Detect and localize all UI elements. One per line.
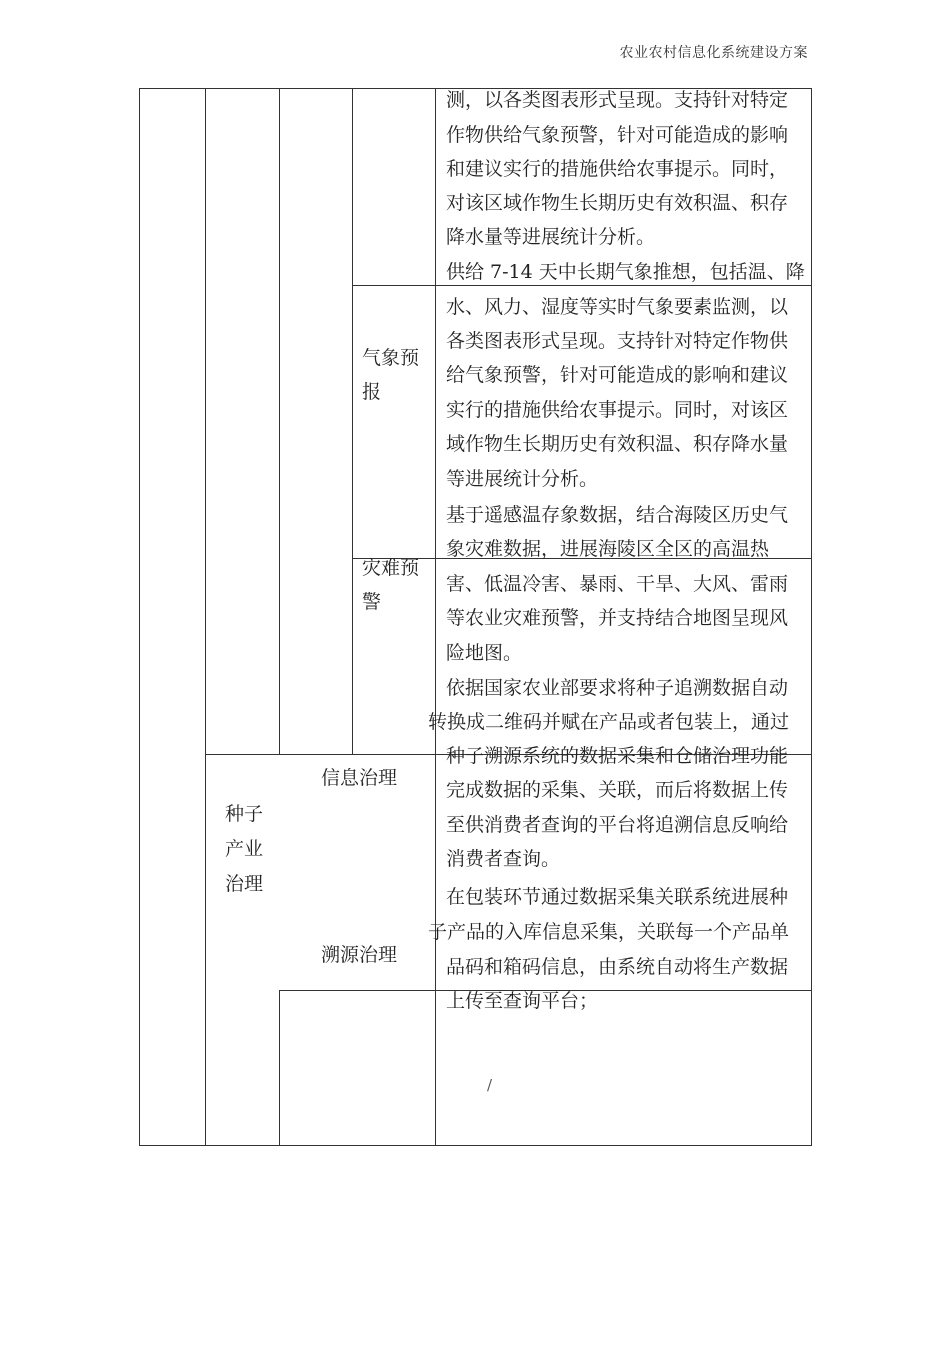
text-block4-line6: 消费者查询。 xyxy=(446,848,561,870)
page-header-title: 农业农村信息化系统建设方案 xyxy=(619,45,808,61)
table-col-divider-2 xyxy=(279,88,280,754)
text-block4-line4: 完成数据的采集、关联，而后将数据上传 xyxy=(446,779,789,801)
label-weather-forecast-2: 报 xyxy=(362,381,382,403)
label-disaster-warning-1: 灾难预 xyxy=(362,557,420,579)
text-block2-line2: 水、风力、湿度等实时气象要素监测，以 xyxy=(446,296,789,318)
text-block5-line2: 子产品的入库信息采集，关联每一个产品单 xyxy=(428,921,790,943)
label-trace-mgmt: 溯源治理 xyxy=(321,944,398,966)
table-col-divider-2b xyxy=(279,990,280,1146)
text-block3-line1: 基于遥感温存象数据，结合海陵区历史气 xyxy=(446,504,789,526)
text-block5-line4: 上传至查询平台； xyxy=(446,990,599,1012)
text-block1-line2: 作物供给气象预警，针对可能造成的影响 xyxy=(446,124,789,146)
label-seed-industry-2: 产业 xyxy=(225,838,264,860)
label-info-mgmt: 信息治理 xyxy=(321,767,398,789)
stray-slash-mark: / xyxy=(487,1076,493,1094)
text-block4-line1: 依据国家农业部要求将种子追溯数据自动 xyxy=(446,677,789,699)
text-block4-line2: 转换成二维码并赋在产品或者包装上，通过 xyxy=(428,711,790,733)
text-block2-line6: 域作物生长期历史有效积温、积存降水量 xyxy=(446,433,789,455)
text-block2-line7: 等进展统计分析。 xyxy=(446,468,599,490)
label-disaster-warning-2: 警 xyxy=(362,591,382,613)
text-block3-line5: 险地图。 xyxy=(446,642,523,664)
text-block4-line5: 至供消费者查询的平台将追溯信息反响给 xyxy=(446,814,789,836)
table-border-bottom xyxy=(139,1145,812,1146)
table-col-divider-3 xyxy=(352,88,353,754)
text-block3-line4: 等农业灾难预警，并支持结合地图呈现风 xyxy=(446,607,789,629)
text-block5-line1: 在包装环节通过数据采集关联系统进展种 xyxy=(446,886,789,908)
label-weather-forecast-1: 气象预 xyxy=(362,347,420,369)
text-block4-line3: 种子溯源系统的数据采集和仓储治理功能 xyxy=(446,745,789,767)
table-col-divider-1 xyxy=(205,88,206,1146)
text-block2-line5: 实行的措施供给农事提示。同时，对该区 xyxy=(446,399,789,421)
text-block5-line3: 品码和箱码信息，由系统自动将生产数据 xyxy=(446,956,789,978)
text-block1-line5: 降水量等进展统计分析。 xyxy=(446,226,656,248)
table-border-left xyxy=(139,88,140,1146)
text-block1-line4: 对该区域作物生长期历史有效积温、积存 xyxy=(446,192,789,214)
text-block3-line2: 象灾难数据，进展海陵区全区的高温热 xyxy=(446,538,770,560)
text-block2-line1: 供给 7-14 天中长期气象推想，包括温、降 xyxy=(446,261,805,283)
text-block2-line3: 各类图表形式呈现。支持针对特定作物供 xyxy=(446,330,789,352)
text-block3-line3: 害、低温冷害、暴雨、干旱、大风、雷雨 xyxy=(446,573,789,595)
table-col-divider-4 xyxy=(435,88,436,1146)
label-seed-industry-1: 种子 xyxy=(225,803,264,825)
table-border-right xyxy=(811,88,812,1146)
label-seed-industry-3: 治理 xyxy=(225,873,264,895)
text-block1-line3: 和建议实行的措施供给农事提示。同时， xyxy=(446,158,789,180)
text-block2-line4: 给气象预警，针对可能造成的影响和建议 xyxy=(446,364,789,386)
text-block1-line1: 测，以各类图表形式呈现。支持针对特定 xyxy=(446,89,789,111)
